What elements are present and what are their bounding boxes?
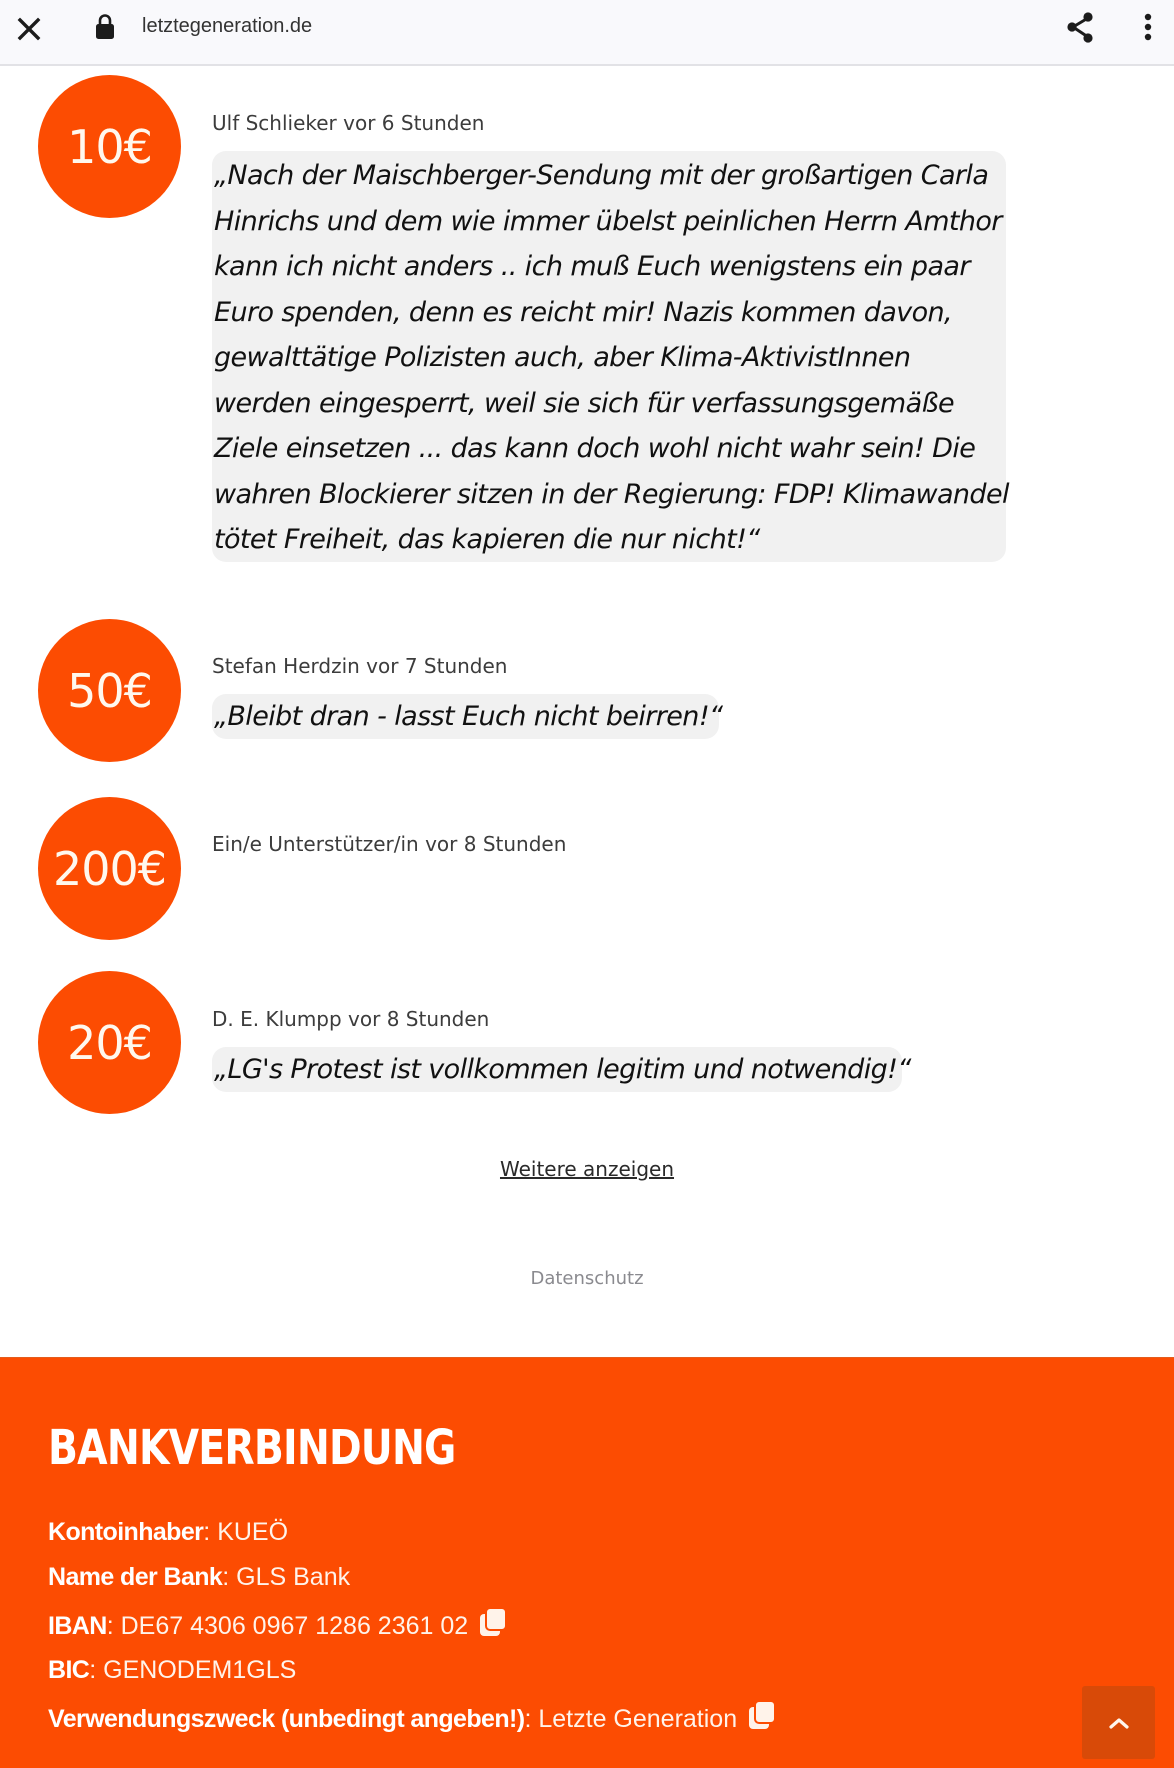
bank-row-account-holder: [48, 1518, 288, 1547]
copy-icon[interactable]: [747, 1699, 777, 1731]
message-line: Hinrichs und dem wie immer übelst peinlichen Herrn Amthor: [214, 205, 1002, 237]
row-separator: :: [222, 1563, 237, 1591]
amount-badge: [38, 75, 181, 218]
bank-row-bic: [48, 1656, 296, 1685]
scroll-to-top-button[interactable]: [1082, 1686, 1155, 1759]
message-line: „Bleibt dran - lasst Euch nicht beirren!“: [214, 701, 723, 732]
bank-row-reference: [48, 1703, 777, 1735]
message-line: tötet Freiheit, das kapieren die nur nicht!“: [214, 524, 760, 555]
amount-text: 20€: [67, 1015, 152, 1070]
show-more-link[interactable]: [0, 1157, 1174, 1181]
amount-badge: [38, 619, 181, 762]
amount-text: 200€: [52, 841, 167, 896]
browser-toolbar: [0, 0, 1174, 66]
bank-details-section: [0, 1357, 1174, 1768]
message-line: wahren Blockierer sitzen in der Regierung: FDP! Klimawandel: [214, 478, 1009, 510]
row-label: Kontoinhaber: [48, 1518, 204, 1546]
row-label: Verwendungszweck (unbedingt angeben!): [48, 1704, 525, 1733]
share-icon[interactable]: [1064, 10, 1098, 44]
url-text[interactable]: letztegeneration.de: [142, 15, 313, 37]
chevron-up-icon: [1108, 1716, 1130, 1730]
row-separator: :: [203, 1518, 218, 1546]
amount-badge: [38, 971, 181, 1114]
donation-message: [212, 151, 1009, 562]
row-value: DE67 4306 0967 1286 2361 02: [120, 1611, 469, 1640]
bank-details-title: BANKVERBINDUNG: [48, 1420, 456, 1476]
message-line: „Nach der Maischberger-Sendung mit der großartigen Carla: [214, 160, 989, 191]
lock-icon: [94, 13, 116, 41]
message-line: werden eingesperrt, weil sie sich für verfassungsgemäße: [214, 387, 954, 419]
close-icon[interactable]: [14, 14, 44, 44]
donor-meta: D. E. Klumpp vor 8 Stunden: [212, 1007, 490, 1031]
message-line: gewalttätige Polizisten auch, aber Klima-AktivistInnen: [214, 342, 911, 373]
message-line: Euro spenden, denn es reicht mir! Nazis kommen davon,: [214, 296, 953, 328]
show-more-text[interactable]: Weitere anzeigen: [499, 1157, 675, 1181]
donor-meta: Ulf Schlieker vor 6 Stunden: [212, 111, 485, 135]
privacy-link[interactable]: [0, 1268, 1174, 1289]
row-value: GLS Bank: [236, 1563, 351, 1591]
row-value: KUEÖ: [217, 1518, 289, 1546]
privacy-text[interactable]: Datenschutz: [530, 1268, 644, 1289]
message-line: „LG's Protest ist vollkommen legitim und notwendig!“: [214, 1054, 911, 1085]
donation-message: [212, 1047, 911, 1092]
amount-text: 50€: [67, 663, 152, 718]
row-separator: :: [524, 1704, 539, 1733]
row-separator: :: [89, 1656, 104, 1684]
donor-meta: Stefan Herdzin vor 7 Stunden: [212, 654, 508, 678]
donation-message: [212, 694, 723, 739]
row-label: IBAN: [48, 1611, 107, 1640]
amount-badge: [38, 797, 181, 940]
row-value: GENODEM1GLS: [103, 1656, 297, 1684]
row-value: Letzte Generation: [538, 1704, 738, 1733]
row-label: BIC: [48, 1656, 90, 1684]
more-vert-icon[interactable]: [1136, 12, 1160, 44]
donor-meta: Ein/e Unterstützer/in vor 8 Stunden: [212, 832, 567, 856]
bank-row-iban: [48, 1610, 508, 1642]
row-separator: :: [106, 1611, 121, 1640]
row-label: Name der Bank: [48, 1563, 223, 1591]
message-line: Ziele einsetzen ... das kann doch wohl nicht wahr sein! Die: [214, 433, 976, 464]
copy-icon[interactable]: [478, 1606, 508, 1638]
message-line: kann ich nicht anders .. ich muß Euch wenigstens ein paar: [214, 251, 970, 282]
amount-text: 10€: [67, 119, 152, 174]
bank-row-bank-name: [48, 1563, 350, 1592]
